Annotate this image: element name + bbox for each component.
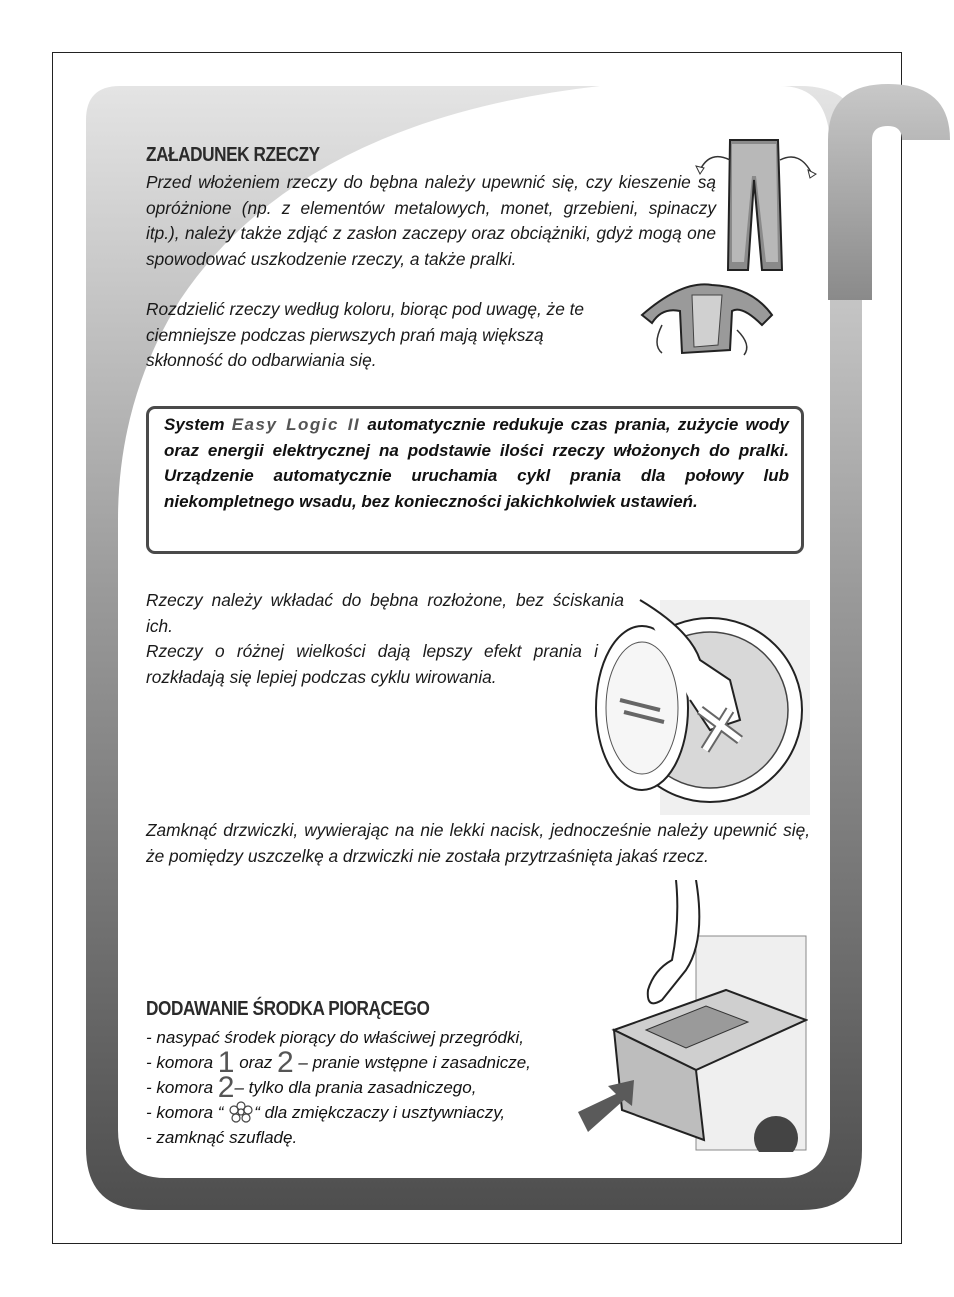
item-text: – tylko dla prania zasadniczego, bbox=[234, 1078, 477, 1097]
trousers-illustration bbox=[690, 130, 820, 280]
detergent-instructions bbox=[146, 1025, 531, 1150]
item-text: - komora bbox=[146, 1078, 218, 1097]
loading-paragraph-1: Przed włożeniem rzeczy do bębna należy upewnić się, czy kieszenie są opróżnione (np. z elementów metalowych, monet, grzebieni, spinaczy itp.), należy także zdjąć z zasłon zaczepy oraz obciążniki, gdyż mogą one spowodować uszkodzenie rzeczy, a także pralki. bbox=[146, 172, 716, 269]
item-text: – pranie wstępne i zasadnicze, bbox=[293, 1053, 531, 1072]
drum-paragraph-2: Rzeczy o różnej wielkości dają lepszy efekt prania i rozkładają się lepiej podczas cyklu wirowania. bbox=[146, 641, 598, 687]
easy-logic-note bbox=[146, 406, 804, 554]
section-title-loading: ZAŁADUNEK RZECZY bbox=[146, 144, 320, 166]
loading-paragraph-2: Rozdzielić rzeczy według koloru, biorąc pod uwagę, że te ciemniejsze podczas pierwszych prań mają większą skłonność do odbarwiania się. bbox=[146, 299, 585, 370]
note-body: automatycznie redukuje czas prania, zużycie wody oraz energii elektrycznej na podstawie ilości rzeczy włożonych do pralki. Urządzenie automatycznie uruchamia cykl prania dla połowy lub niekompletnego wsadu, bez konieczności jakichkolwiek ustawień. bbox=[164, 415, 789, 511]
drum-loading-illustration bbox=[580, 590, 810, 815]
section-title-detergent: DODAWANIE ŚRODKA PIORĄCEGO bbox=[146, 998, 430, 1020]
item-text: “ dla zmiękczaczy i usztywniaczy, bbox=[254, 1103, 506, 1122]
list-item bbox=[146, 1046, 531, 1079]
list-item bbox=[146, 1071, 531, 1104]
item-text: - komora “ bbox=[146, 1103, 229, 1122]
list-item bbox=[146, 1100, 531, 1125]
note-prefix: System bbox=[164, 415, 232, 434]
softener-flower-icon bbox=[228, 1101, 254, 1123]
compartment-2-number: 2 bbox=[217, 1071, 235, 1104]
compartment-1-number: 1 bbox=[217, 1046, 235, 1079]
drum-paragraph-1: Rzeczy należy wkładać do bębna rozłożone, bez ściskania ich. bbox=[146, 590, 624, 636]
item-text: oraz bbox=[234, 1053, 278, 1072]
jacket-illustration bbox=[642, 284, 772, 355]
compartment-2-number: 2 bbox=[277, 1046, 294, 1079]
easy-logic-brand: Easy Logic II bbox=[231, 415, 361, 434]
list-item: - nasypać środek piorący do właściwej przegródki, bbox=[146, 1028, 524, 1047]
list-item: - zamknąć szufladę. bbox=[146, 1128, 298, 1147]
page-tab-icon bbox=[828, 84, 950, 300]
item-text: - komora bbox=[146, 1053, 218, 1072]
detergent-drawer-illustration bbox=[576, 880, 808, 1152]
close-door-paragraph: Zamknąć drzwiczki, wywierając na nie lekki nacisk, jednocześnie należy upewnić się, że pomiędzy uszczelkę a drzwiczki nie została przytrzaśnięta jakaś rzecz. bbox=[146, 820, 810, 866]
easy-logic-note-text bbox=[164, 412, 789, 514]
